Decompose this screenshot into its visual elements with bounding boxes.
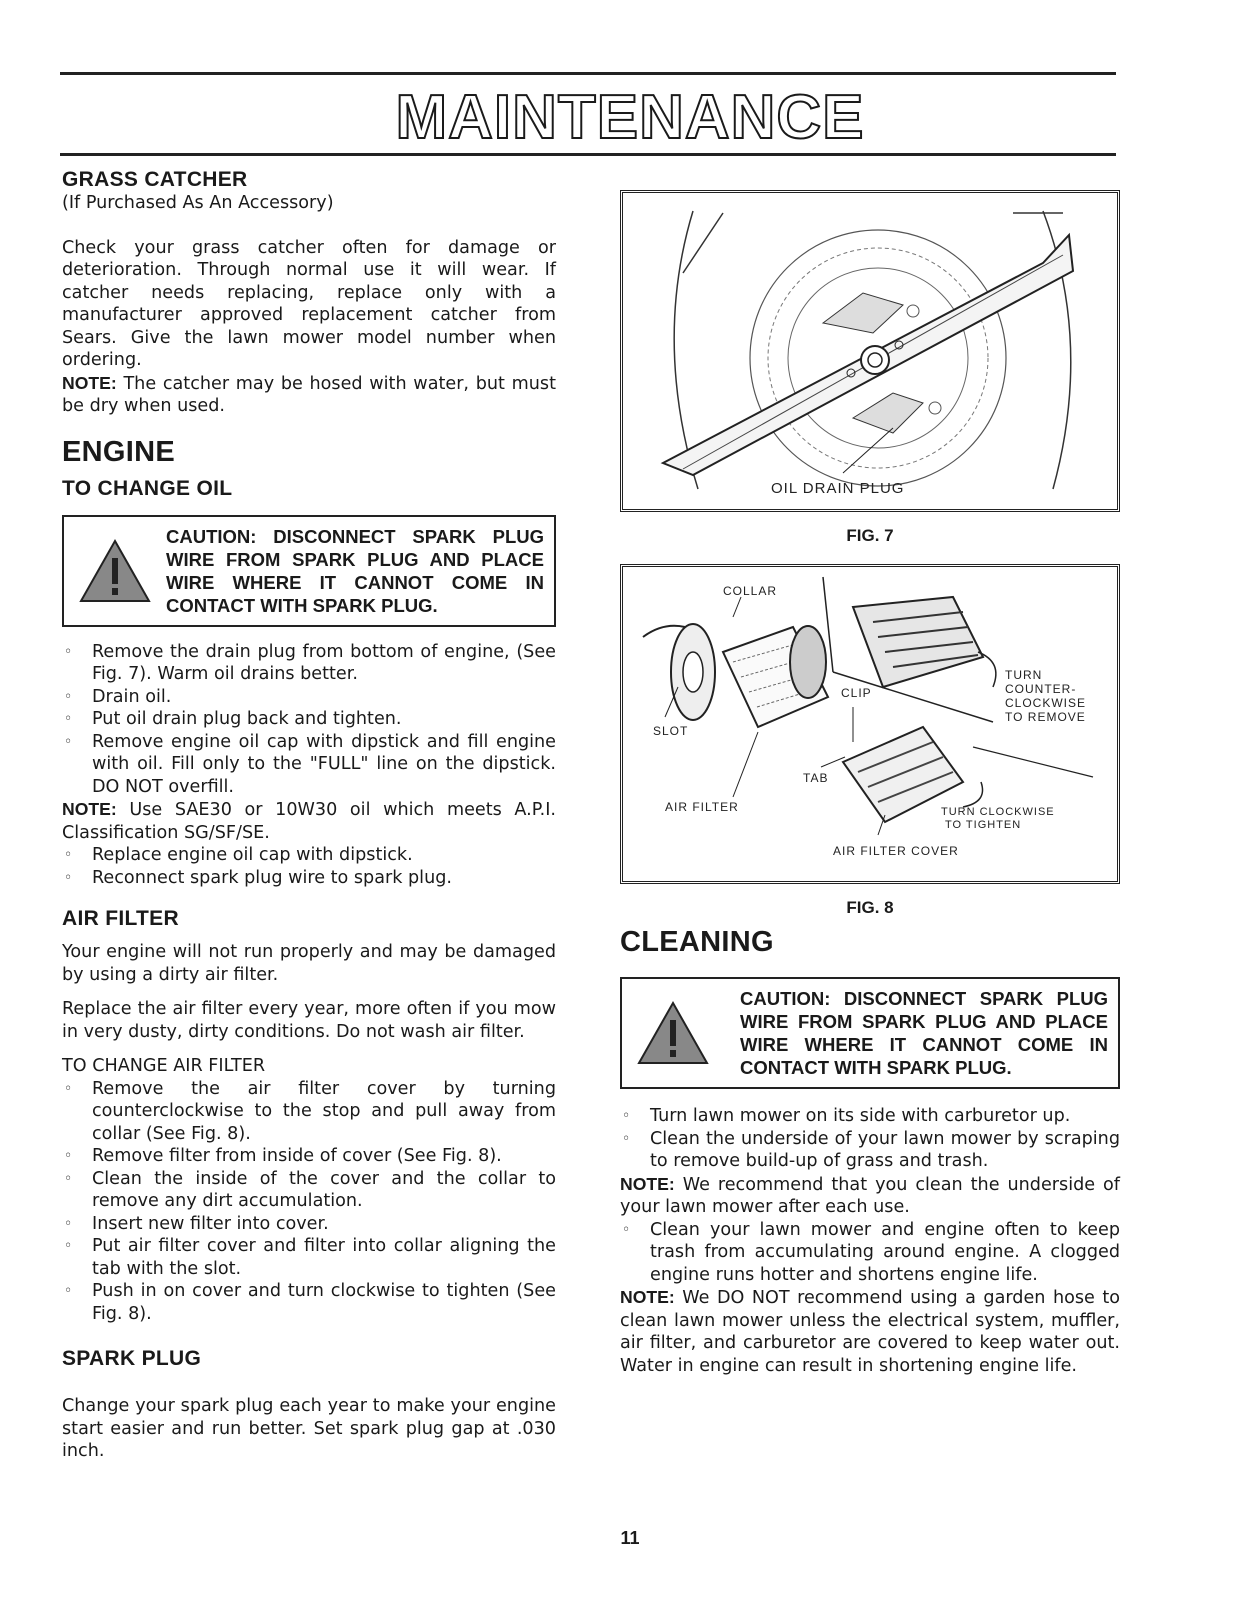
list-item: ◦ Remove the air filter cover by turning counterclockwise to the stop and pull away from collar (See Fig. 8).	[62, 1078, 556, 1146]
caution-text-oil: CAUTION: DISCONNECT SPARK PLUG WIRE FROM SPARK PLUG AND PLACE WIRE WHERE IT CANNOT COME IN CONTACT WITH SPARK PLUG.	[166, 525, 544, 616]
fig8-label-cw1: TURN CLOCKWISE	[941, 806, 1055, 818]
page-title: MAINTENANCE	[395, 83, 865, 152]
note-text: Use SAE30 or 10W30 oil which meets A.P.I. Classification SG/SF/SE.	[62, 800, 556, 843]
fig8-caption: FIG. 8	[846, 898, 894, 917]
list-item: ◦ Replace engine oil cap with dipstick.	[62, 844, 556, 867]
warning-triangle-icon	[78, 538, 152, 604]
list-item: ◦ Put oil drain plug back and tighten.	[62, 708, 556, 731]
note-label: NOTE:	[62, 799, 117, 819]
fig7-caption: FIG. 7	[846, 526, 894, 545]
list-item: ◦ Remove filter from inside of cover (See Fig. 8).	[62, 1145, 556, 1168]
warning-triangle-icon	[636, 1000, 710, 1066]
note-text: We recommend that you clean the underside of your lawn mower after each use.	[620, 1174, 1121, 1217]
cleaning-heading: CLEANING	[620, 926, 774, 958]
oil-note	[62, 798, 556, 844]
fig8-label-turn4: TO REMOVE	[1005, 710, 1086, 724]
fig8-label-turn2: COUNTER-	[1005, 682, 1077, 696]
fig8-label-clip: CLIP	[841, 686, 872, 700]
cleaning-note-1	[620, 1173, 1120, 1219]
fig8-label-turn3: CLOCKWISE	[1005, 696, 1087, 710]
note-text: We DO NOT recommend using a garden hose to clean lawn mower unless the electrical system, muffler, air filter, and carburetor are covered to keep water out. Water in engine can result in shortening engine life.	[620, 1288, 1121, 1376]
list-item: ◦ Clean the underside of your lawn mower by scraping to remove build-up of grass and trash.	[620, 1128, 1120, 1173]
fig7-label-drain: OIL DRAIN PLUG	[771, 480, 905, 497]
fig8-label-cw2: TO TIGHTEN	[945, 819, 1022, 831]
caution-box-cleaning	[620, 977, 1120, 1089]
blade-illustration	[623, 193, 1117, 509]
caution-text-cleaning: CAUTION: DISCONNECT SPARK PLUG WIRE FROM SPARK PLUG AND PLACE WIRE WHERE IT CANNOT COME IN CONTACT WITH SPARK PLUG.	[740, 988, 1108, 1078]
grass-catcher-subheading: (If Purchased As An Accessory)	[62, 193, 334, 213]
fig8-label-collar: COLLAR	[723, 584, 778, 598]
page-number: 11	[620, 1528, 640, 1548]
right-column	[620, 168, 1120, 1377]
list-item: ◦ Remove the drain plug from bottom of engine, (See Fig. 7). Warm oil drains better.	[62, 641, 556, 686]
figure-8	[620, 564, 1120, 884]
air-filter-p2: Replace the air filter every year, more often if you mow in very dusty, dirty conditions. Do not wash air filter.	[62, 999, 556, 1042]
list-item: ◦ Reconnect spark plug wire to spark plug.	[62, 867, 556, 890]
oil-steps-list-2	[62, 844, 556, 889]
grass-catcher-heading: GRASS CATCHER	[62, 168, 248, 191]
list-item: ◦ Drain oil.	[62, 686, 556, 709]
list-item: ◦ Remove engine oil cap with dipstick and fill engine with oil. Fill only to the "FULL" line on the dipstick. DO NOT overfill.	[62, 731, 556, 799]
note-label: NOTE:	[620, 1287, 675, 1307]
fig8-label-cover: AIR FILTER COVER	[833, 844, 959, 858]
air-filter-subheading: TO CHANGE AIR FILTER	[62, 1056, 266, 1076]
title-rule	[60, 153, 1116, 156]
engine-heading: ENGINE	[62, 435, 175, 468]
fig8-label-air-filter: AIR FILTER	[665, 800, 739, 814]
list-item: ◦ Push in on cover and turn clockwise to tighten (See Fig. 8).	[62, 1280, 556, 1325]
left-column	[62, 168, 556, 1463]
note-label: NOTE:	[62, 372, 117, 393]
cleaning-note-2	[620, 1286, 1120, 1377]
list-item: ◦ Insert new filter into cover.	[62, 1213, 556, 1236]
list-item: ◦ Put air filter cover and filter into collar aligning the tab with the slot.	[62, 1235, 556, 1280]
spark-plug-body: Change your spark plug each year to make your engine start easier and run better. Set spark plug gap at .030 inch.	[62, 1396, 556, 1461]
cleaning-steps-list-2	[620, 1219, 1120, 1287]
air-filter-illustration	[623, 567, 1117, 881]
change-oil-heading: TO CHANGE OIL	[62, 476, 233, 500]
spark-plug-heading: SPARK PLUG	[62, 1347, 202, 1370]
list-item: ◦ Clean your lawn mower and engine often to keep trash from accumulating around engine. A clogged engine runs hotter and shortens engine life.	[620, 1219, 1120, 1287]
list-item: ◦ Clean the inside of the cover and the collar to remove any dirt accumulation.	[62, 1168, 556, 1213]
note-label: NOTE:	[620, 1173, 675, 1194]
air-filter-heading: AIR FILTER	[62, 907, 179, 930]
cleaning-steps-list	[620, 1105, 1120, 1173]
fig8-label-slot: SLOT	[653, 724, 689, 738]
air-filter-steps-list	[62, 1078, 556, 1326]
fig8-label-turn1: TURN	[1005, 668, 1043, 682]
list-item: ◦ Turn lawn mower on its side with carburetor up.	[620, 1105, 1120, 1128]
grass-catcher-body: Check your grass catcher often for damage or deterioration. Through normal use it will wear. If catcher needs replacing, replace only with a manufacturer approved replacement catcher from Sears. Give the lawn mower model number when ordering.	[62, 237, 556, 370]
fig8-label-tab: TAB	[803, 771, 829, 785]
top-rule	[60, 72, 1116, 75]
oil-steps-list	[62, 641, 556, 799]
figure-7	[620, 190, 1120, 512]
grass-catcher-note	[62, 372, 556, 418]
air-filter-p1: Your engine will not run properly and may be damaged by using a dirty air filter.	[62, 942, 556, 985]
caution-box-oil	[62, 515, 556, 627]
note-text: The catcher may be hosed with water, but must be dry when used.	[62, 373, 556, 416]
